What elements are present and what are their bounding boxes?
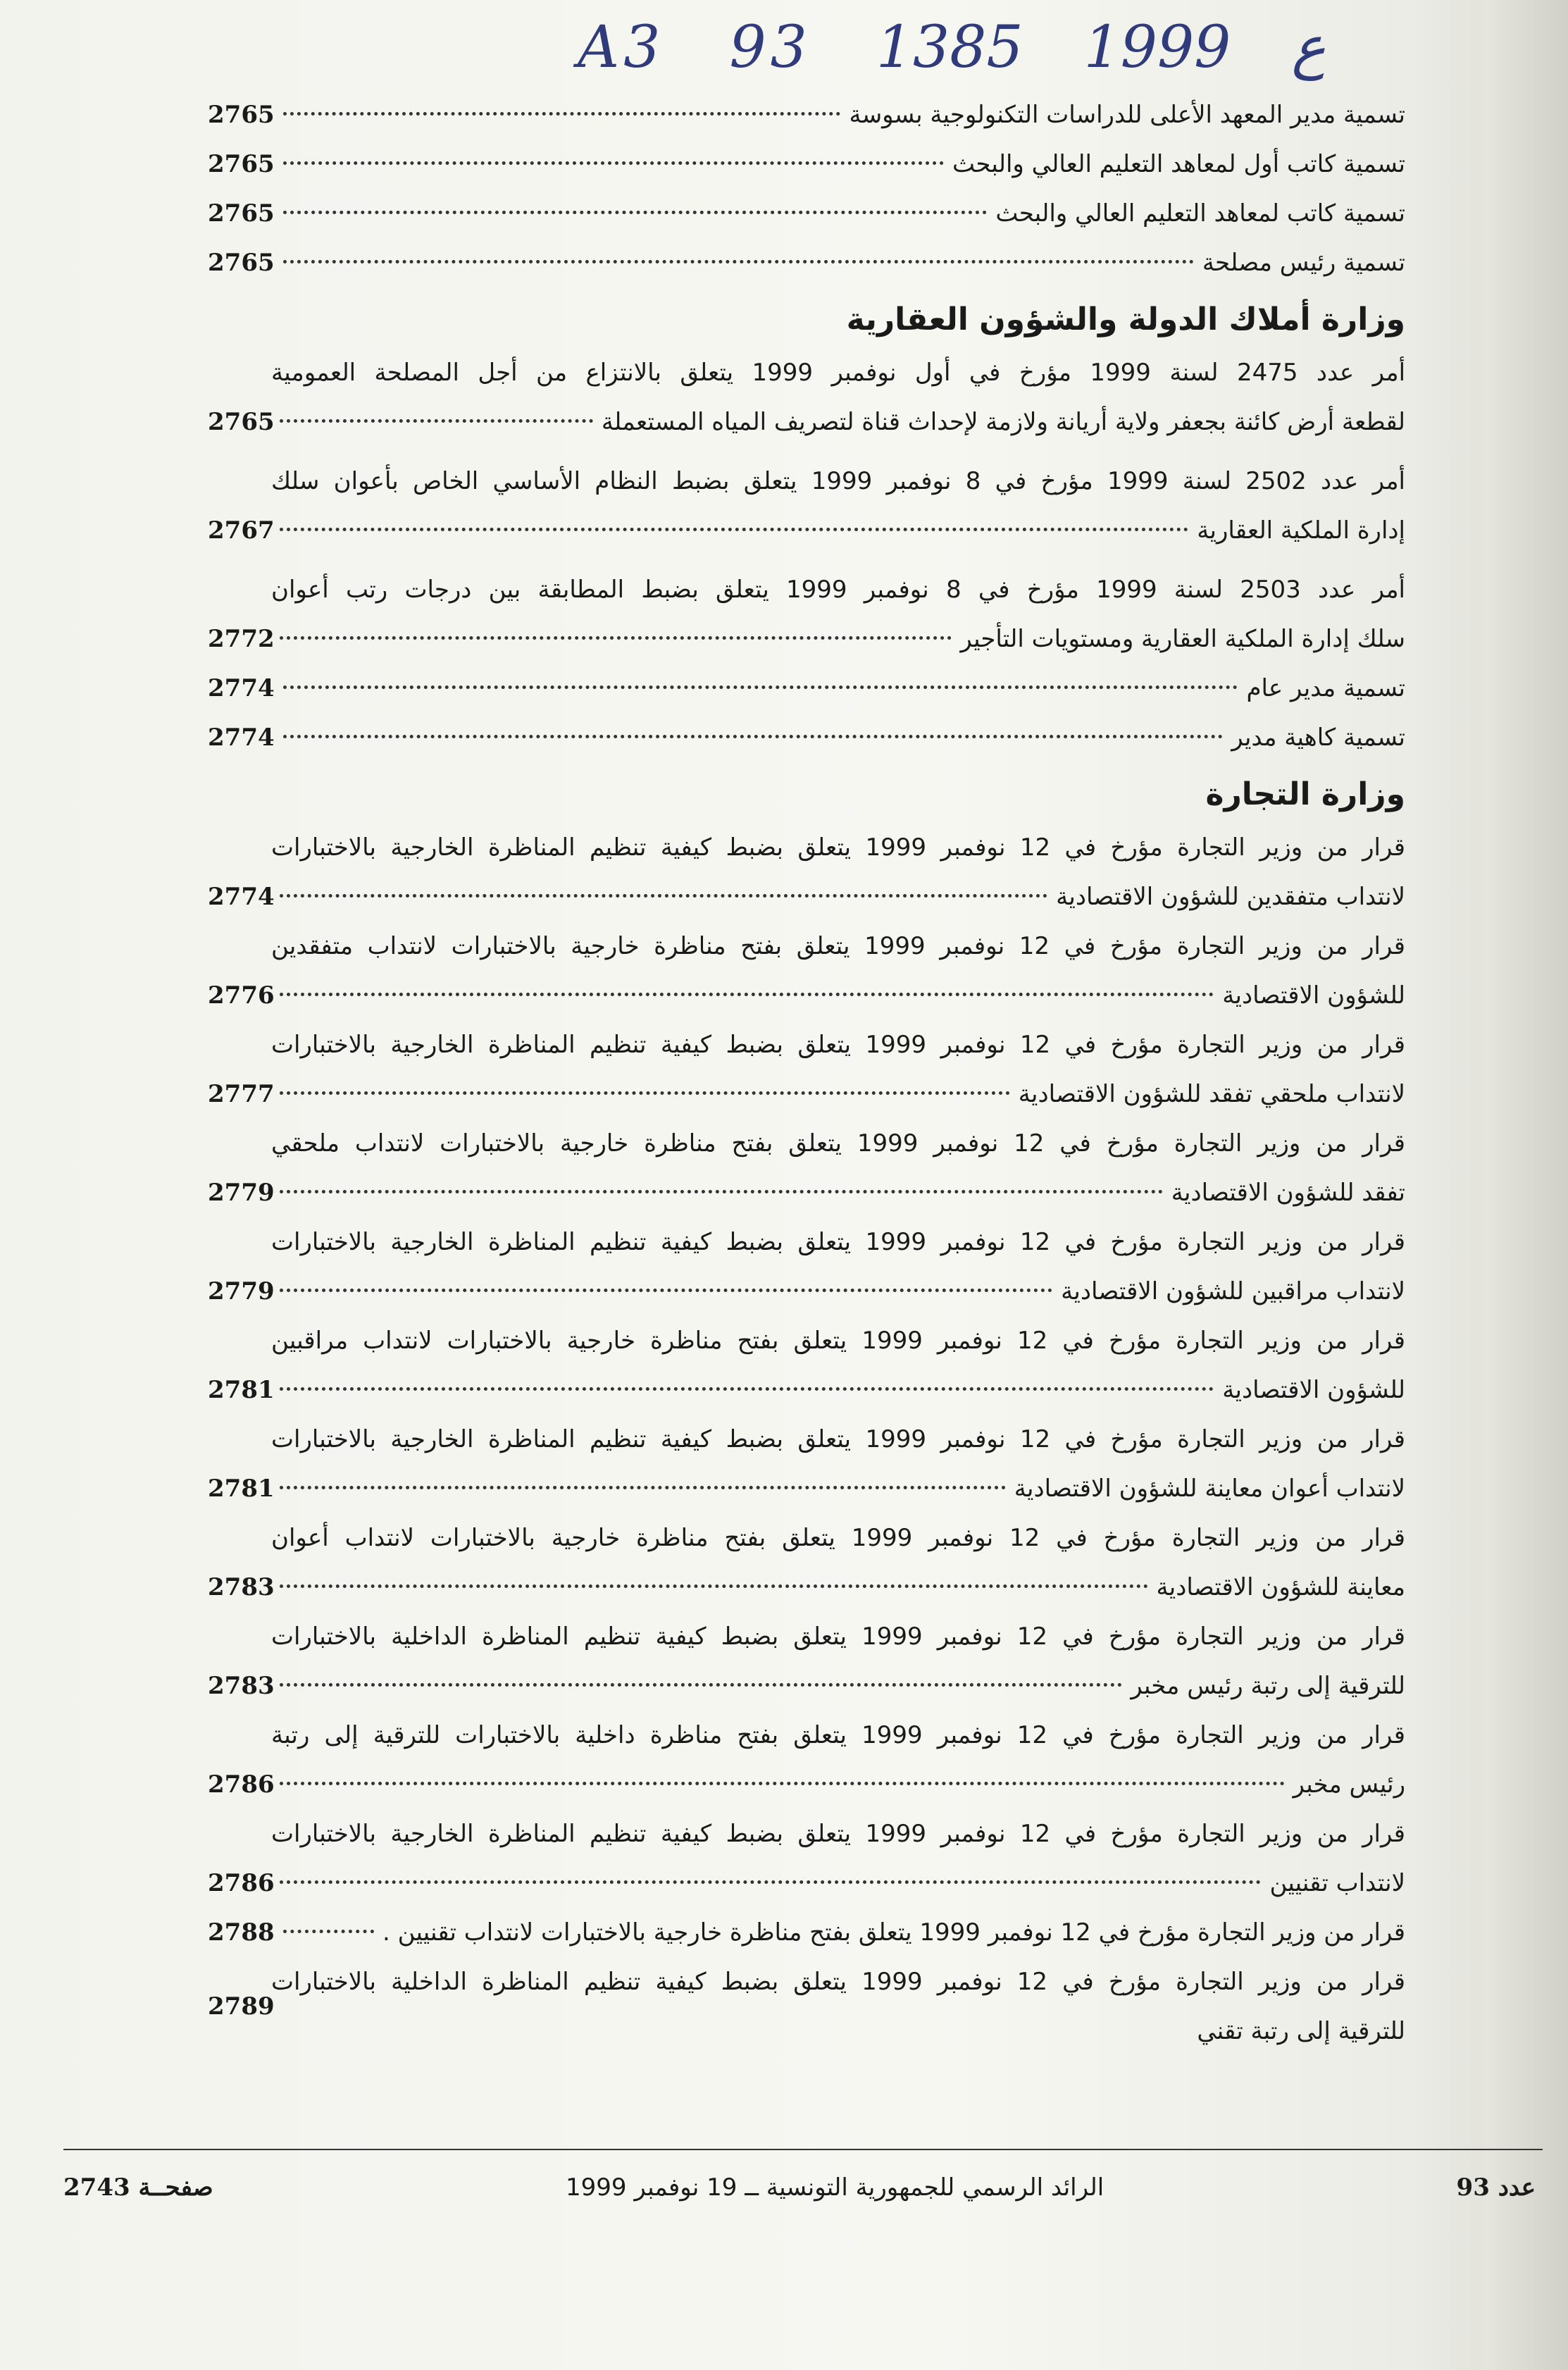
toc-entry-line: قرار من وزير التجارة مؤرخ في 12 نوفمبر 1999 يتعلق بفتح مناظرة خارجية بالاختبارات لانتداب ملحقي [271,1129,1406,1158]
toc-entry-last-line [208,1365,1405,1415]
toc-page-number: 2767 [208,516,275,545]
toc-entry-line: لانتداب أعوان معاينة للشؤون الاقتصادية [1014,1475,1405,1503]
leader-dots [280,636,952,640]
toc-entry-last-line [208,614,1405,664]
toc-entry[interactable] [208,823,1405,922]
toc-entry-line: قرار من وزير التجارة مؤرخ في 12 نوفمبر 1999 يتعلق بضبط كيفية تنظيم المناظرة الداخلية بالاختبارات [271,1623,1406,1651]
leader-dots [283,260,1194,263]
toc-entry[interactable] [208,1415,1405,1513]
toc-entry-title: تسمية كاتب لمعاهد التعليم العالي والبحث [995,199,1405,228]
toc-entry-line: قرار من وزير التجارة مؤرخ في 12 نوفمبر 1999 يتعلق بضبط كيفية تنظيم المناظرة الخارجية بالاختبارات [271,833,1405,862]
toc-entry-line: معاينة للشؤون الاقتصادية [1156,1573,1405,1601]
toc-entry-line: قرار من وزير التجارة مؤرخ في 12 نوفمبر 1999 يتعلق بضبط كيفية تنظيم المناظرة الخارجية بالاختبارات [271,1425,1405,1453]
toc-page-number: 2777 [208,1080,275,1108]
adjacent-page-edge [1483,0,1568,2370]
leader-dots [280,1091,1010,1095]
toc-entry-title: تسمية رئيس مصلحة [1202,249,1405,277]
toc-entry-line: أمر عدد 2475 لسنة 1999 مؤرخ في أول نوفمبر 1999 يتعلق بالانتزاع من أجل المصلحة العمومية [271,359,1406,387]
toc-page-number: 2765 [208,249,275,277]
toc-entry[interactable] [208,139,1405,189]
toc-entry-last-line [208,1069,1405,1119]
toc-page-number: 2786 [208,1770,275,1799]
toc-entry-line: للترقية إلى رتبة تقني [1197,2017,1405,2045]
toc-entry-line: لقطعة أرض كائنة بجعفر ولاية أريانة ولازمة لإحداث قناة لتصريف المياه المستعملة [601,408,1405,436]
toc-entry-line: للشؤون الاقتصادية [1222,981,1405,1010]
toc-entry-title: تسمية مدير المعهد الأعلى للدراسات التكنولوجية بسوسة [849,101,1405,129]
toc-page-number: 2779 [208,1277,275,1305]
toc-entry-last-line [208,872,1405,922]
toc-page-number: 2781 [208,1376,275,1404]
leader-dots [280,1782,1285,1785]
toc-entry[interactable] [208,1957,1406,2056]
section-heading-state-property: وزارة أملاك الدولة والشؤون العقارية [846,302,1405,337]
toc-entry-line: أمر عدد 2502 لسنة 1999 مؤرخ في 8 نوفمبر 1999 يتعلق بضبط النظام الأساسي الخاص بأعوان سلك [271,467,1406,495]
leader-dots [280,1387,1214,1391]
toc-entry-line: أمر عدد 2503 لسنة 1999 مؤرخ في 8 نوفمبر 1999 يتعلق بضبط المطابقة بين درجات رتب أعوان [271,576,1405,604]
toc-page-number: 2765 [208,101,275,129]
commerce-entry-list [208,823,1406,1908]
leader-dots [280,1486,1006,1489]
toc-page-number: 2783 [208,1672,275,1700]
toc-entry[interactable] [208,1908,1405,1957]
toc-entry-line: لانتداب مراقبين للشؤون الاقتصادية [1061,1277,1405,1305]
toc-entry-line: للشؤون الاقتصادية [1222,1376,1405,1404]
toc-entry-line: قرار من وزير التجارة مؤرخ في 12 نوفمبر 1999 يتعلق بفتح مناظرة خارجية بالاختبارات لانتداب أعوان [271,1524,1406,1552]
toc-entry[interactable] [208,1612,1406,1711]
toc-entry-last-line [208,1267,1405,1316]
footer-rule [63,2149,1543,2150]
toc-entry[interactable] [208,565,1405,664]
top-entry-list [208,90,1405,287]
toc-entry-line: لانتداب متفقدين للشؤون الاقتصادية [1056,883,1405,911]
toc-entry-line: قرار من وزير التجارة مؤرخ في 12 نوفمبر 1999 يتعلق بفتح مناظرة خارجية بالاختبارات لانتداب مراقبين [271,1327,1405,1355]
toc-entry-last-line [208,1661,1405,1711]
table-of-contents [208,90,1406,2056]
toc-entry[interactable] [208,713,1405,762]
toc-entry-line: قرار من وزير التجارة مؤرخ في 12 نوفمبر 1999 يتعلق بفتح مناظرة داخلية بالاختبارات للترقية إلى رتبة [271,1721,1405,1749]
page-number: صفحــة 2743 [63,2173,213,2202]
toc-entry[interactable] [208,238,1405,287]
toc-entry-title: تسمية كاهية مدير [1231,724,1405,752]
toc-entry-last-line [208,506,1405,555]
toc-entry-line: رئيس مخبر [1293,1770,1405,1799]
journal-title-date: الرائد الرسمي للجمهورية التونسية ــ 19 نوفمبر 1999 [566,2173,1105,2202]
toc-entry-last-line [208,971,1405,1020]
toc-page-number: 2789 [208,1992,275,2021]
toc-entry-last-line [208,1859,1405,1908]
issue-number: عدد 93 [1456,2173,1536,2202]
toc-entry-line: لانتداب تقنيين [1269,1869,1405,1897]
toc-entry-last-line [208,1464,1405,1513]
toc-page-number: 2765 [208,199,275,228]
leader-dots [283,735,1224,738]
leader-dots [280,1289,1052,1292]
leader-dots [280,993,1214,996]
toc-entry-title: تسمية مدير عام [1246,674,1405,702]
toc-entry-line: قرار من وزير التجارة مؤرخ في 12 نوفمبر 1999 يتعلق بفتح مناظرة خارجية بالاختبارات لانتداب متفقدين [271,932,1406,960]
toc-entry-line: للترقية إلى رتبة رئيس مخبر [1131,1672,1405,1700]
toc-entry-last-line [208,1563,1405,1612]
toc-entry-last-line [208,1168,1405,1217]
leader-dots [280,419,593,423]
toc-entry-line: قرار من وزير التجارة مؤرخ في 12 نوفمبر 1999 يتعلق بضبط كيفية تنظيم المناظرة الداخلية بالاختبارات [271,1968,1406,1996]
toc-entry[interactable] [208,1217,1405,1316]
section-heading-commerce: وزارة التجارة [1205,776,1405,812]
leader-dots [280,1190,1163,1193]
toc-page-number: 2783 [208,1573,275,1601]
toc-entry-last-line [208,1992,1405,2056]
toc-entry[interactable] [208,1809,1405,1908]
toc-entry[interactable] [208,1119,1406,1217]
toc-page-number: 2788 [208,1918,275,1947]
toc-page-number: 2781 [208,1475,275,1503]
leader-dots [283,112,841,116]
toc-entry-line: لانتداب ملحقي تفقد للشؤون الاقتصادية [1018,1080,1405,1108]
toc-entry[interactable] [208,1316,1405,1415]
leader-dots [280,894,1047,898]
toc-page-number: 2776 [208,981,275,1010]
leader-dots [280,1683,1122,1687]
toc-entry[interactable] [208,922,1406,1020]
toc-entry-line: قرار من وزير التجارة مؤرخ في 12 نوفمبر 1999 يتعلق بضبط كيفية تنظيم المناظرة الخارجية بالاختبارات [271,1820,1405,1848]
toc-page-number: 2765 [208,150,275,178]
toc-entry-title: تسمية كاتب أول لمعاهد التعليم العالي والبحث [952,150,1405,178]
toc-entry[interactable] [208,664,1405,713]
toc-entry-last-line [208,1760,1405,1809]
leader-dots [283,1930,374,1933]
toc-entry[interactable] [208,90,1405,139]
toc-entry-title: قرار من وزير التجارة مؤرخ في 12 نوفمبر 1999 يتعلق بفتح مناظرة خارجية بالاختبارات لانتداب تقنيين . [382,1918,1405,1947]
leader-dots [283,161,944,165]
toc-entry-line: سلك إدارة الملكية العقارية ومستويات التأجير [960,625,1405,653]
toc-entry[interactable] [208,1711,1405,1809]
toc-page-number: 2772 [208,625,275,653]
toc-page-number: 2774 [208,674,275,702]
toc-entry-line: قرار من وزير التجارة مؤرخ في 12 نوفمبر 1999 يتعلق بضبط كيفية تنظيم المناظرة الخارجية بالاختبارات [271,1228,1405,1256]
toc-entry-last-line [208,397,1405,447]
toc-page-number: 2779 [208,1179,275,1207]
toc-page-number: 2774 [208,883,275,911]
handwritten-annotation: A3 93 ع 1999 1385 [578,14,1326,81]
toc-entry-line: إدارة الملكية العقارية [1197,516,1405,545]
toc-entry-line: قرار من وزير التجارة مؤرخ في 12 نوفمبر 1999 يتعلق بضبط كيفية تنظيم المناظرة الخارجية بالاختبارات [271,1031,1405,1059]
leader-dots [280,528,1188,531]
leader-dots [283,685,1238,689]
leader-dots [280,1584,1148,1588]
leader-dots [280,1880,1261,1884]
toc-entry[interactable] [208,1513,1406,1612]
toc-page-number: 2765 [208,408,275,436]
toc-entry-line: تفقد للشؤون الاقتصادية [1171,1179,1405,1207]
toc-entry[interactable] [208,348,1406,447]
page-footer [63,2166,1536,2209]
toc-page-number: 2774 [208,724,275,752]
toc-entry[interactable] [208,457,1406,555]
toc-entry[interactable] [208,189,1405,238]
leader-dots [283,211,988,214]
toc-entry[interactable] [208,1020,1405,1119]
toc-page-number: 2786 [208,1869,275,1897]
